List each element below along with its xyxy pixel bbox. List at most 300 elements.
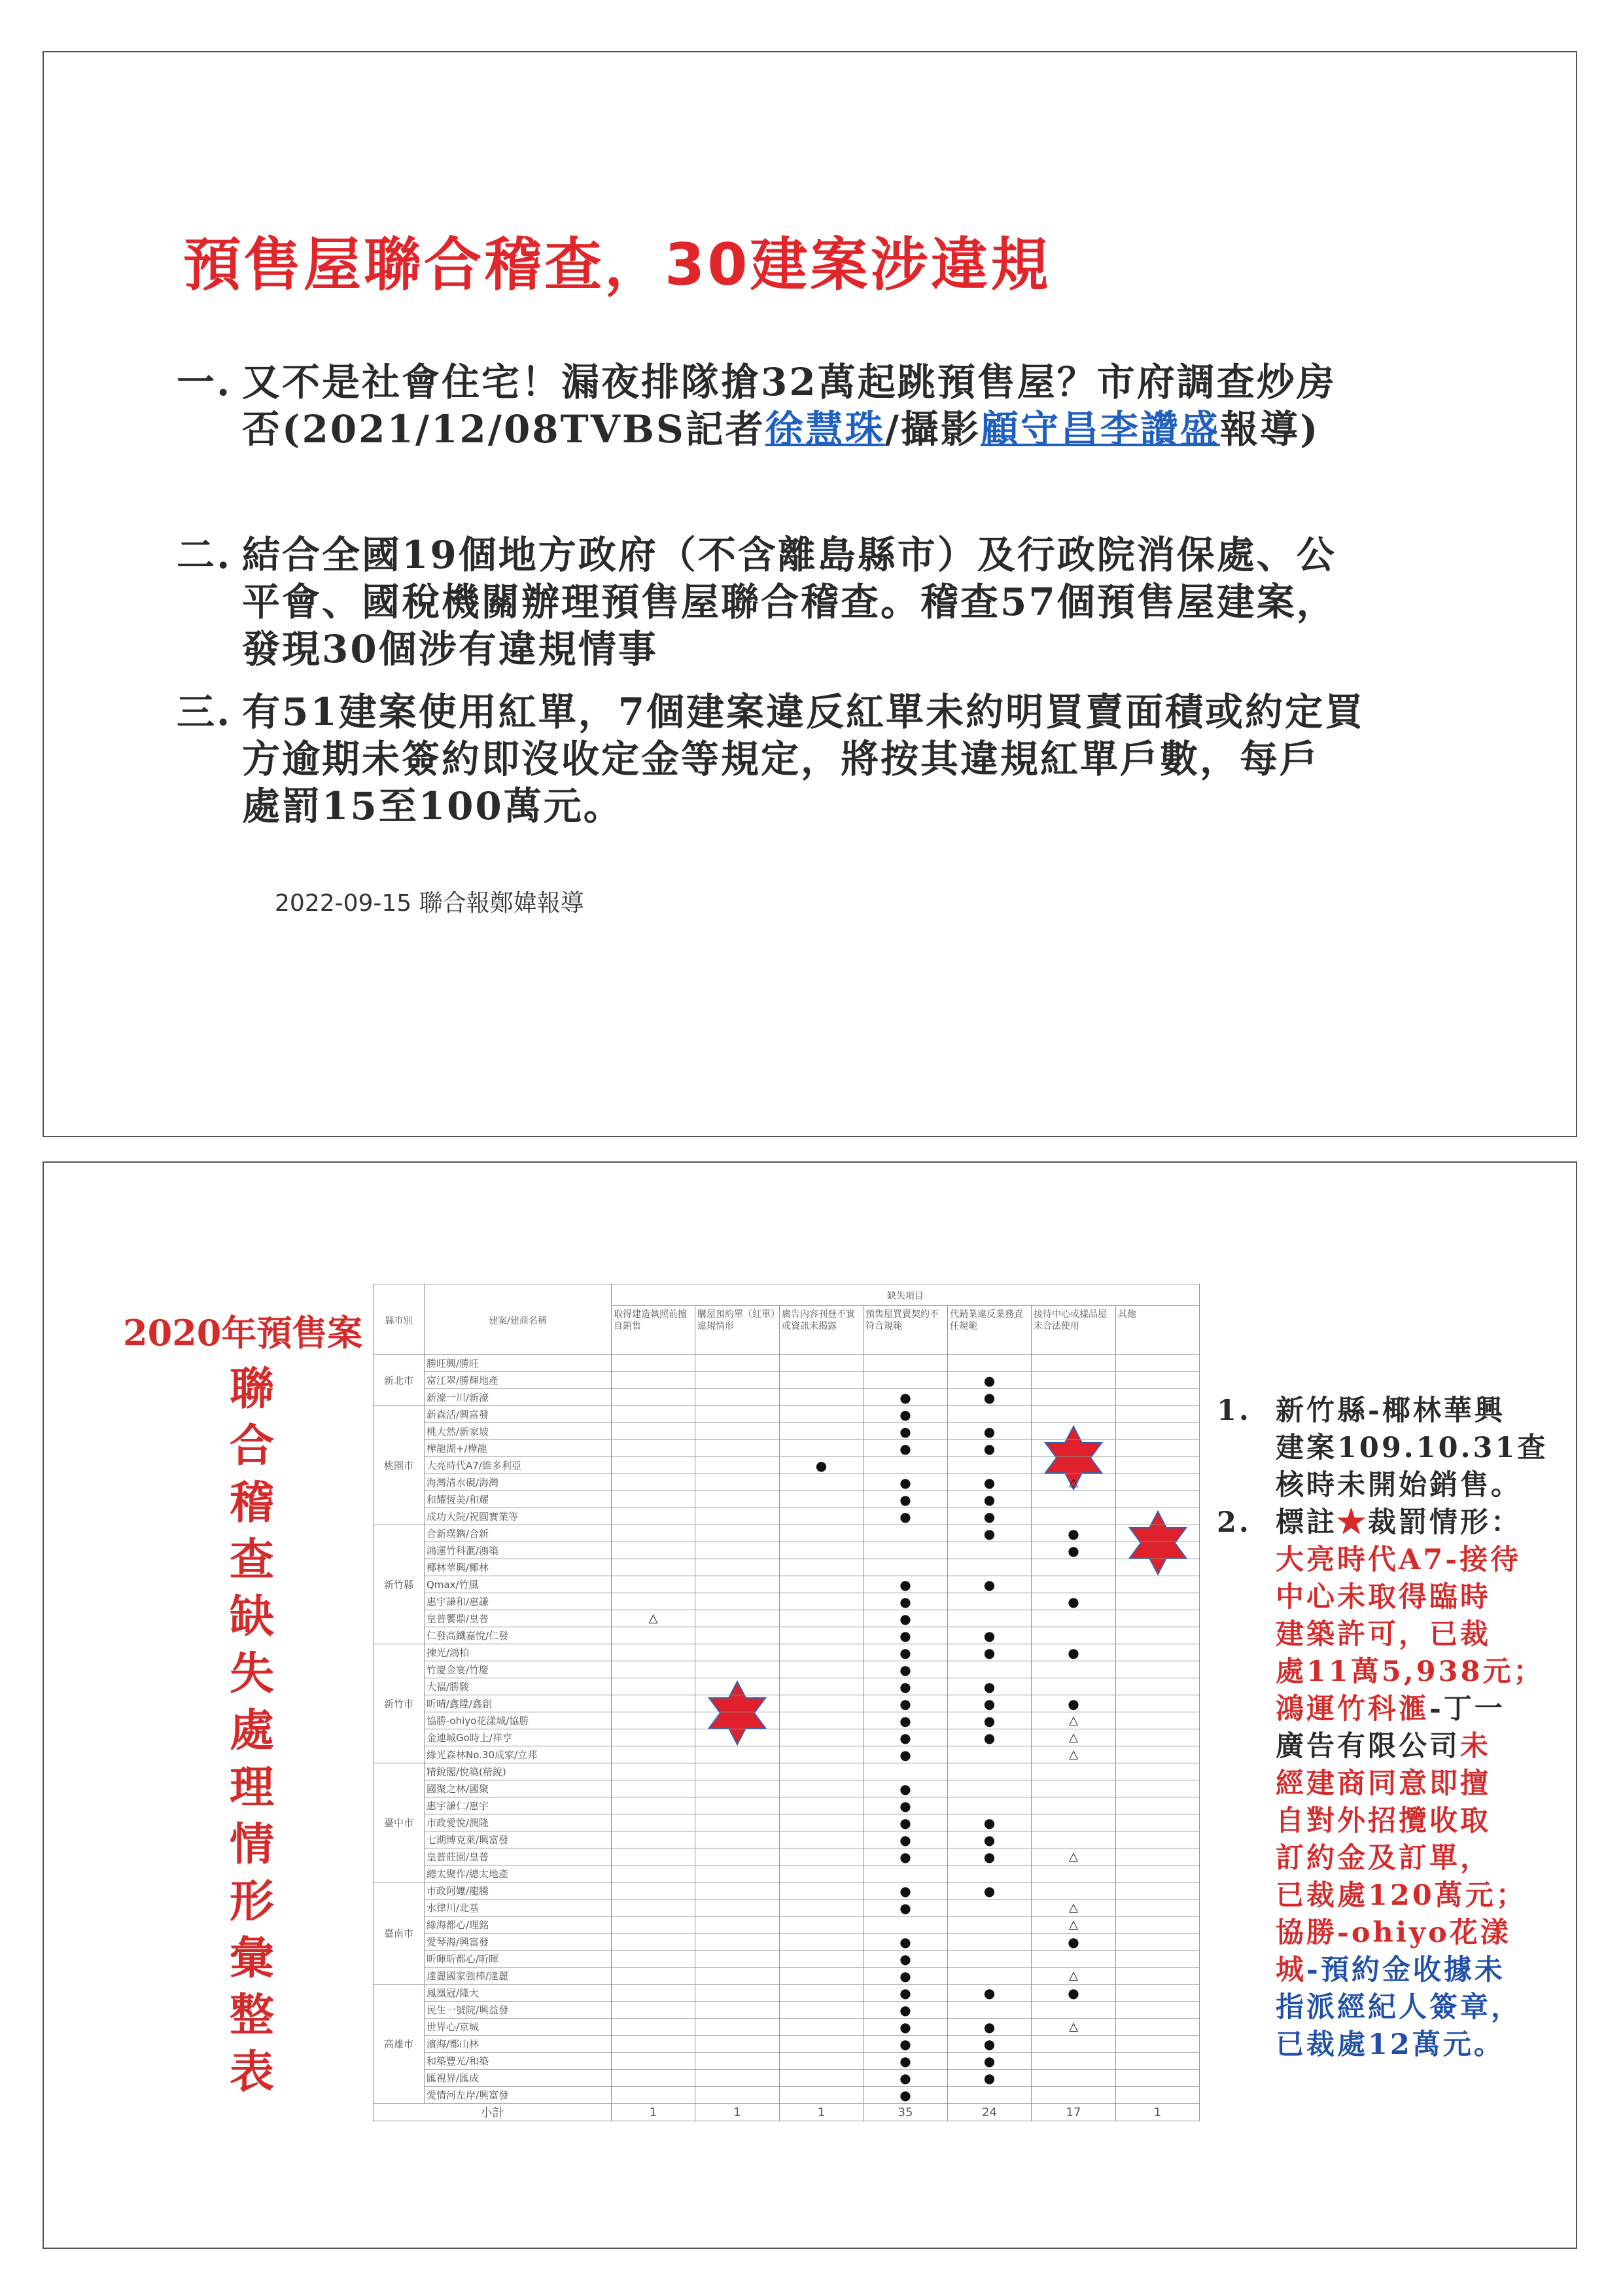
note-line bbox=[1217, 2026, 1548, 2064]
mark-cell bbox=[1032, 2087, 1116, 2104]
note-segment: 大亮時代A7-接待 bbox=[1276, 1544, 1522, 1576]
mark-cell bbox=[1116, 1389, 1200, 1406]
vertical-title-char: 缺 bbox=[229, 1591, 274, 1643]
violation-dot-icon: ● bbox=[899, 1746, 911, 1763]
vertical-title-char: 形 bbox=[229, 1875, 274, 1928]
subtotal-label: 小計 bbox=[374, 2104, 612, 2121]
mark-cell bbox=[612, 1797, 695, 1814]
mark-cell bbox=[864, 1951, 948, 1968]
violation-dot-icon: ● bbox=[1068, 1593, 1079, 1610]
mark-cell bbox=[612, 1559, 695, 1576]
mark-cell bbox=[695, 1508, 780, 1525]
violation-dot-icon: ● bbox=[899, 2087, 911, 2103]
mark-cell bbox=[1116, 1559, 1200, 1576]
mark-cell bbox=[1032, 2002, 1116, 2019]
county-cell: 新北市 bbox=[374, 1355, 425, 1406]
mark-cell bbox=[780, 1355, 864, 1372]
mark-cell bbox=[780, 1712, 864, 1729]
table-row bbox=[374, 1882, 1200, 1899]
mark-cell bbox=[948, 1934, 1032, 1951]
mark-cell bbox=[1116, 1644, 1200, 1661]
violation-dot-icon: ● bbox=[983, 1423, 996, 1439]
mark-cell bbox=[695, 1780, 780, 1797]
mark-cell bbox=[1032, 1474, 1116, 1491]
mark-cell bbox=[695, 1968, 780, 1985]
violation-dot-icon: ● bbox=[1068, 1695, 1079, 1712]
table-row bbox=[374, 1542, 1200, 1559]
mark-cell bbox=[948, 1916, 1032, 1934]
warning-triangle-icon: △ bbox=[1069, 1731, 1078, 1744]
notes-panel bbox=[1217, 1392, 1548, 2064]
note-line bbox=[1217, 1952, 1548, 1989]
project-name: 總太聚作/總太地產 bbox=[425, 1865, 612, 1882]
mark-cell bbox=[1116, 1985, 1200, 2002]
mark-cell bbox=[1032, 1610, 1116, 1627]
mark-cell bbox=[1116, 1406, 1200, 1423]
source-credit: 2022-09-15 聯合報鄭媁報導 bbox=[275, 890, 584, 917]
mark-cell bbox=[948, 1627, 1032, 1644]
project-name: 昕晴/鑫陞/鑫創 bbox=[425, 1695, 612, 1712]
project-name: 匯視界/匯成 bbox=[425, 2070, 612, 2087]
mark-cell bbox=[780, 1593, 864, 1610]
mark-cell bbox=[695, 1899, 780, 1916]
violation-dot-icon: ● bbox=[983, 1814, 996, 1831]
mark-cell bbox=[948, 2053, 1032, 2070]
project-name: 水律川/北基 bbox=[425, 1899, 612, 1916]
violation-dot-icon: ● bbox=[899, 1695, 911, 1712]
mark-cell bbox=[948, 1457, 1032, 1474]
county-cell: 桃園市 bbox=[374, 1406, 425, 1525]
project-name: 民生一號院/興益發 bbox=[425, 2002, 612, 2019]
county-cell: 新竹市 bbox=[374, 1644, 425, 1763]
note-segment: ★ bbox=[1337, 1506, 1368, 1539]
table-row bbox=[374, 1627, 1200, 1644]
mark-cell bbox=[612, 1355, 695, 1372]
mark-cell bbox=[864, 1899, 948, 1916]
violation-dot-icon: ● bbox=[899, 1729, 911, 1746]
violation-dot-icon: ● bbox=[983, 1695, 996, 1712]
mark-cell bbox=[864, 1508, 948, 1525]
mark-cell bbox=[864, 2002, 948, 2019]
vertical-title-char: 整 bbox=[229, 1989, 274, 2041]
note-line bbox=[1217, 1392, 1548, 1430]
mark-cell bbox=[1116, 1525, 1200, 1542]
mark-cell bbox=[948, 1848, 1032, 1865]
vertical-title-char: 合 bbox=[229, 1420, 274, 1472]
mark-cell bbox=[780, 1899, 864, 1916]
mark-cell bbox=[780, 1882, 864, 1899]
mark-cell bbox=[864, 1865, 948, 1882]
mark-cell bbox=[695, 2036, 780, 2053]
inspection-table bbox=[373, 1284, 1200, 2121]
mark-cell bbox=[864, 2036, 948, 2053]
mark-cell bbox=[1116, 1576, 1200, 1593]
column-header: 接待中心或樣品屋未合法使用 bbox=[1032, 1306, 1116, 1355]
mark-cell bbox=[612, 2053, 695, 2070]
mark-cell bbox=[948, 1372, 1032, 1389]
mark-cell bbox=[1032, 1780, 1116, 1797]
mark-cell bbox=[695, 1985, 780, 2002]
violation-dot-icon: ● bbox=[899, 1389, 911, 1405]
mark-cell bbox=[695, 1916, 780, 1934]
violation-dot-icon: ● bbox=[899, 1882, 911, 1899]
table-row bbox=[374, 2036, 1200, 2053]
mark-cell bbox=[1032, 1508, 1116, 1525]
slide-2-heading: 2020年預售案 bbox=[123, 1312, 363, 1354]
mark-cell bbox=[780, 2002, 864, 2019]
mark-cell bbox=[780, 1865, 864, 1882]
violation-dot-icon: ● bbox=[899, 1661, 911, 1678]
note-line bbox=[1217, 1803, 1548, 1840]
table-row bbox=[374, 1712, 1200, 1729]
project-name: 合新璞鐫/合新 bbox=[425, 1525, 612, 1542]
table-row bbox=[374, 1968, 1200, 1985]
mark-cell bbox=[948, 1797, 1032, 1814]
reporter-link[interactable]: 顧守昌李讚盛 bbox=[980, 407, 1220, 451]
paragraph-2 bbox=[177, 531, 1336, 673]
mark-cell bbox=[695, 1712, 780, 1729]
mark-cell bbox=[948, 1406, 1032, 1423]
project-name: 揀光/鴻柏 bbox=[425, 1644, 612, 1661]
mark-cell bbox=[612, 2036, 695, 2053]
note-line bbox=[1217, 1989, 1548, 2026]
mark-cell bbox=[1116, 1899, 1200, 1916]
mark-cell bbox=[695, 1848, 780, 1865]
mark-cell bbox=[1032, 1831, 1116, 1848]
note-line bbox=[1217, 1653, 1548, 1691]
violation-dot-icon: ● bbox=[1068, 1934, 1079, 1950]
note-segment: 核時未開始銷售。 bbox=[1276, 1469, 1522, 1502]
mark-cell bbox=[1032, 1542, 1116, 1559]
mark-cell bbox=[1116, 1508, 1200, 1525]
mark-cell bbox=[864, 2087, 948, 2104]
column-header: 預售屋買賣契約不符合規範 bbox=[864, 1306, 948, 1355]
mark-cell bbox=[1032, 2036, 1116, 2053]
mark-cell bbox=[864, 2053, 948, 2070]
mark-cell bbox=[864, 1610, 948, 1627]
project-name: 協勝-ohiyo花漾城/協勝 bbox=[425, 1712, 612, 1729]
mark-cell bbox=[612, 1508, 695, 1525]
violation-dot-icon: ● bbox=[983, 1627, 996, 1644]
note-segment: 裁罰情形： bbox=[1368, 1506, 1522, 1539]
warning-triangle-icon: △ bbox=[1069, 1748, 1078, 1761]
note-segment: 指派經紀人簽章， bbox=[1276, 1991, 1522, 2024]
mark-cell bbox=[1116, 1491, 1200, 1508]
mark-cell bbox=[1032, 1916, 1116, 1934]
mark-cell bbox=[695, 1729, 780, 1746]
vertical-title-char: 查 bbox=[229, 1534, 274, 1586]
violation-dot-icon: ● bbox=[983, 1576, 996, 1593]
violation-dot-icon: ● bbox=[899, 1968, 911, 1984]
mark-cell bbox=[1116, 1695, 1200, 1712]
table-row bbox=[374, 1355, 1200, 1372]
table-row bbox=[374, 1406, 1200, 1423]
mark-cell bbox=[780, 2070, 864, 2087]
mark-cell bbox=[695, 1406, 780, 1423]
warning-triangle-icon: △ bbox=[1069, 1714, 1078, 1727]
project-name: 新濠一川/新濠 bbox=[425, 1389, 612, 1406]
mark-cell bbox=[1032, 1848, 1116, 1865]
mark-cell bbox=[864, 1423, 948, 1440]
mark-cell bbox=[948, 1593, 1032, 1610]
mark-cell bbox=[612, 1882, 695, 1899]
violation-dot-icon: ● bbox=[815, 1457, 828, 1474]
vertical-title-char: 表 bbox=[229, 2046, 274, 2098]
violation-dot-icon: ● bbox=[1068, 1985, 1079, 2001]
table-row bbox=[374, 2019, 1200, 2036]
violation-dot-icon: ● bbox=[899, 1508, 911, 1525]
mark-cell bbox=[695, 1457, 780, 1474]
mark-cell bbox=[780, 1423, 864, 1440]
mark-cell bbox=[695, 1644, 780, 1661]
mark-cell bbox=[1032, 1457, 1116, 1474]
note-segment: 城 bbox=[1276, 1954, 1306, 1987]
violation-dot-icon: ● bbox=[899, 2002, 911, 2018]
mark-cell bbox=[695, 1695, 780, 1712]
mark-cell bbox=[864, 1695, 948, 1712]
mark-cell bbox=[612, 2002, 695, 2019]
mark-cell bbox=[695, 1934, 780, 1951]
violation-dot-icon: ● bbox=[899, 1899, 911, 1916]
mark-cell bbox=[612, 1457, 695, 1474]
mark-cell bbox=[1116, 1934, 1200, 1951]
mark-cell bbox=[864, 1985, 948, 2002]
mark-cell bbox=[695, 2019, 780, 2036]
table-row bbox=[374, 2087, 1200, 2104]
table-row bbox=[374, 1746, 1200, 1763]
mark-cell bbox=[1116, 2036, 1200, 2053]
mark-cell bbox=[864, 1525, 948, 1542]
item-number: 二. bbox=[177, 533, 232, 577]
violation-dot-icon: ● bbox=[983, 1389, 996, 1405]
project-name: 綠海都心/理銘 bbox=[425, 1916, 612, 1934]
mark-cell bbox=[1116, 1968, 1200, 1985]
table-row bbox=[374, 1797, 1200, 1814]
text-segment: 又不是社會住宅！漏夜排隊搶32萬起跳預售屋？市府調查炒房 bbox=[242, 360, 1336, 404]
mark-cell bbox=[612, 1780, 695, 1797]
mark-cell bbox=[612, 2070, 695, 2087]
mark-cell bbox=[1032, 1899, 1116, 1916]
mark-cell bbox=[695, 1474, 780, 1491]
violation-dot-icon: ● bbox=[983, 1712, 996, 1729]
project-name: 綠光森林No.30成家/立邦 bbox=[425, 1746, 612, 1763]
reporter-link[interactable]: 徐慧珠 bbox=[765, 407, 885, 451]
project-name: 鳳凰冠/隆大 bbox=[425, 1985, 612, 2002]
vertical-title-char: 理 bbox=[229, 1761, 274, 1814]
violation-dot-icon: ● bbox=[899, 1780, 911, 1797]
mark-cell bbox=[1032, 1355, 1116, 1372]
table-row bbox=[374, 1661, 1200, 1678]
mark-cell bbox=[695, 1814, 780, 1831]
mark-cell bbox=[1116, 2053, 1200, 2070]
table-row bbox=[374, 2070, 1200, 2087]
violation-dot-icon: ● bbox=[983, 1372, 996, 1388]
mark-cell bbox=[1116, 1372, 1200, 1389]
mark-cell bbox=[695, 2002, 780, 2019]
mark-cell bbox=[612, 1934, 695, 1951]
mark-cell bbox=[695, 1491, 780, 1508]
table-row bbox=[374, 1916, 1200, 1934]
mark-cell bbox=[780, 1746, 864, 1763]
table-row bbox=[374, 1899, 1200, 1916]
mark-cell bbox=[612, 1763, 695, 1780]
warning-triangle-icon: △ bbox=[1069, 2020, 1078, 2034]
text-segment: 有51建案使用紅單，7個建案違反紅單未約明買賣面積或約定買 bbox=[242, 690, 1365, 734]
mark-cell bbox=[948, 1508, 1032, 1525]
mark-cell bbox=[695, 1440, 780, 1457]
mark-cell bbox=[612, 1610, 695, 1627]
mark-cell bbox=[1032, 1440, 1116, 1457]
mark-cell bbox=[1032, 1814, 1116, 1831]
note-segment: 建築許可，已裁 bbox=[1276, 1618, 1491, 1651]
mark-cell bbox=[948, 1985, 1032, 2002]
county-cell: 新竹縣 bbox=[374, 1525, 425, 1644]
subtotal-value: 17 bbox=[1032, 2104, 1116, 2121]
table-row bbox=[374, 1457, 1200, 1474]
table-row bbox=[374, 1695, 1200, 1712]
warning-triangle-icon: △ bbox=[648, 1612, 658, 1625]
mark-cell bbox=[1032, 2053, 1116, 2070]
mark-cell bbox=[780, 1440, 864, 1457]
mark-cell bbox=[695, 1865, 780, 1882]
note-line bbox=[1217, 1728, 1548, 1765]
mark-cell bbox=[612, 1525, 695, 1542]
mark-cell bbox=[864, 1474, 948, 1491]
mark-cell bbox=[1116, 1542, 1200, 1559]
mark-cell bbox=[1116, 1661, 1200, 1678]
mark-cell bbox=[780, 1848, 864, 1865]
mark-cell bbox=[864, 1729, 948, 1746]
mark-cell bbox=[948, 1780, 1032, 1797]
vertical-title-char: 處 bbox=[229, 1704, 274, 1757]
mark-cell bbox=[1032, 1559, 1116, 1576]
mark-cell bbox=[1032, 1934, 1116, 1951]
mark-cell bbox=[864, 1440, 948, 1457]
mark-cell bbox=[612, 2019, 695, 2036]
table-row bbox=[374, 1593, 1200, 1610]
note-segment: 訂約金及訂單， bbox=[1276, 1842, 1491, 1875]
mark-cell bbox=[612, 1814, 695, 1831]
note-line bbox=[1217, 1840, 1548, 1877]
mark-cell bbox=[1032, 1576, 1116, 1593]
mark-cell bbox=[695, 1576, 780, 1593]
column-header: 代銷業違反業務責任規範 bbox=[948, 1306, 1032, 1355]
project-name: 和耀恆美/和耀 bbox=[425, 1491, 612, 1508]
note-number: 1. bbox=[1217, 1394, 1251, 1427]
violation-dot-icon: ● bbox=[899, 1712, 911, 1729]
mark-cell bbox=[1116, 1865, 1200, 1882]
table-row bbox=[374, 1508, 1200, 1525]
mark-cell bbox=[695, 1542, 780, 1559]
project-name: 和築豐光/和築 bbox=[425, 2053, 612, 2070]
mark-cell bbox=[612, 1627, 695, 1644]
mark-cell bbox=[1032, 1389, 1116, 1406]
mark-cell bbox=[864, 1746, 948, 1763]
text-segment: 報導) bbox=[1219, 407, 1320, 451]
violation-dot-icon: ● bbox=[983, 2019, 996, 2035]
violation-dot-icon: ● bbox=[983, 1882, 996, 1899]
table-row bbox=[374, 1831, 1200, 1848]
table-row bbox=[374, 1644, 1200, 1661]
project-name: 仁發高鐵嘉悅/仁發 bbox=[425, 1627, 612, 1644]
mark-cell bbox=[864, 2019, 948, 2036]
violation-dot-icon: ● bbox=[899, 1831, 911, 1848]
mark-cell bbox=[612, 1712, 695, 1729]
mark-cell bbox=[780, 1389, 864, 1406]
mark-cell bbox=[864, 1882, 948, 1899]
note-number: 2. bbox=[1217, 1506, 1251, 1539]
mark-cell bbox=[948, 1831, 1032, 1848]
mark-cell bbox=[695, 2053, 780, 2070]
table-row bbox=[374, 1423, 1200, 1440]
project-name: Qmax/竹風 bbox=[425, 1576, 612, 1593]
table-row bbox=[374, 1985, 1200, 2002]
mark-cell bbox=[948, 1882, 1032, 1899]
county-header: 縣市別 bbox=[374, 1284, 425, 1355]
mark-cell bbox=[1116, 1474, 1200, 1491]
mark-cell bbox=[612, 1593, 695, 1610]
violation-dot-icon: ● bbox=[983, 1848, 996, 1865]
note-line bbox=[1217, 1579, 1548, 1616]
mark-cell bbox=[612, 1576, 695, 1593]
mark-cell bbox=[948, 1474, 1032, 1491]
mark-cell bbox=[948, 1610, 1032, 1627]
mark-cell bbox=[612, 1848, 695, 1865]
mark-cell bbox=[864, 1934, 948, 1951]
mark-cell bbox=[1032, 1865, 1116, 1882]
subtotal-value: 24 bbox=[948, 2104, 1032, 2121]
vertical-title-char: 稽 bbox=[229, 1477, 274, 1529]
violation-dot-icon: ● bbox=[899, 1491, 911, 1508]
table-row bbox=[374, 1559, 1200, 1576]
mark-cell bbox=[780, 1934, 864, 1951]
paragraph-line bbox=[177, 626, 1336, 673]
violation-dot-icon: ● bbox=[983, 2036, 996, 2052]
violation-dot-icon: ● bbox=[983, 1508, 996, 1525]
mark-cell bbox=[695, 1389, 780, 1406]
mark-cell bbox=[612, 2087, 695, 2104]
table-row bbox=[374, 1525, 1200, 1542]
text-segment: 發現30個涉有違規情事 bbox=[242, 627, 658, 671]
project-name: 濱海/都山林 bbox=[425, 2036, 612, 2053]
mark-cell bbox=[780, 1968, 864, 1985]
mark-cell bbox=[864, 1593, 948, 1610]
note-segment: 協勝-ohiyo花漾 bbox=[1276, 1916, 1511, 1949]
project-name: 金連城Go時上/祥亨 bbox=[425, 1729, 612, 1746]
mark-cell bbox=[1032, 1406, 1116, 1423]
column-header: 其他 bbox=[1116, 1306, 1200, 1355]
project-name: 大福/勝駿 bbox=[425, 1678, 612, 1695]
project-name: 椰林華興/椰林 bbox=[425, 1559, 612, 1576]
mark-cell bbox=[864, 1763, 948, 1780]
project-name: 勝旺興/勝旺 bbox=[425, 1355, 612, 1372]
mark-cell bbox=[612, 1916, 695, 1934]
violation-dot-icon: ● bbox=[983, 1440, 996, 1457]
mark-cell bbox=[780, 1780, 864, 1797]
mark-cell bbox=[780, 1610, 864, 1627]
violation-dot-icon: ● bbox=[899, 1406, 911, 1422]
violation-dot-icon: ● bbox=[899, 1951, 911, 1967]
county-cell: 高雄市 bbox=[374, 1985, 425, 2104]
mark-cell bbox=[864, 1831, 948, 1848]
mark-cell bbox=[1116, 1355, 1200, 1372]
mark-cell bbox=[1116, 1593, 1200, 1610]
mark-cell bbox=[695, 1610, 780, 1627]
note-segment: -預約金收據未 bbox=[1306, 1954, 1505, 1987]
mark-cell bbox=[948, 1814, 1032, 1831]
violation-dot-icon: ● bbox=[983, 1644, 996, 1661]
mark-cell bbox=[948, 1491, 1032, 1508]
